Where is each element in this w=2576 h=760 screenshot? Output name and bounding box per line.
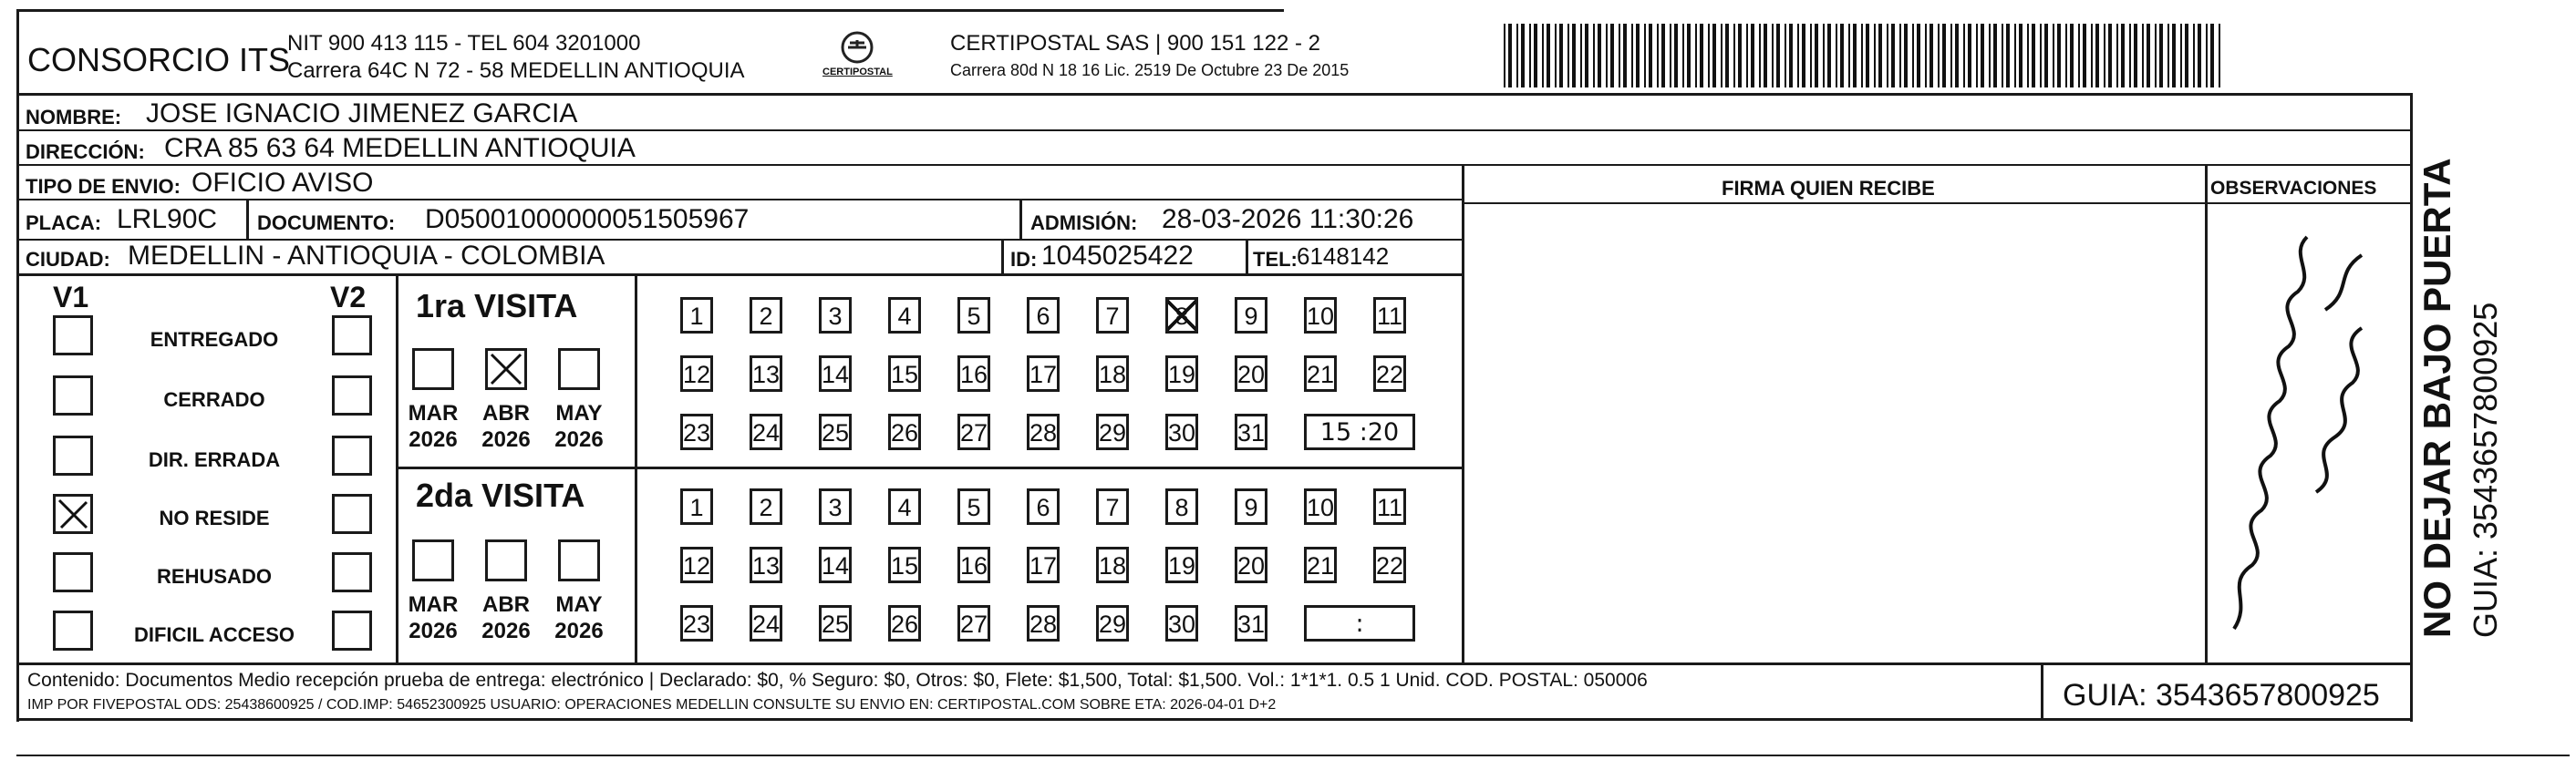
month-year: 2026 <box>554 426 604 452</box>
v2-checkbox-0[interactable] <box>332 315 372 355</box>
barcode <box>1500 24 2229 87</box>
nombre-label: NOMBRE: <box>26 106 122 128</box>
visit-2-month-label-1 <box>474 592 538 645</box>
visit-2-month-label-2 <box>547 592 611 645</box>
visit-2-title: 2da VISITA <box>416 477 585 514</box>
v1-checkbox-1[interactable] <box>53 375 93 416</box>
placa-value: LRL90C <box>117 204 218 234</box>
month-year: 2026 <box>481 426 531 452</box>
company-address: Carrera 64C N 72 - 58 MEDELLIN ANTIOQUIA <box>287 58 745 83</box>
v1-checkbox-0[interactable] <box>53 315 93 355</box>
month-year: 2026 <box>409 618 458 643</box>
visit-1-day-9[interactable]: 9 <box>1235 297 1267 334</box>
company-nit: NIT 900 413 115 - TEL 604 3201000 <box>287 31 641 56</box>
certipostal-logo <box>802 27 912 82</box>
status-label-2: DIR. ERRADA <box>148 448 281 471</box>
status-label-3: NO RESIDE <box>159 507 270 529</box>
month-name: MAR <box>408 401 459 426</box>
visit-1-month-checkbox-2[interactable] <box>558 348 600 390</box>
visit-1-day-26[interactable]: 26 <box>888 414 921 450</box>
visit-1-month-label-2 <box>547 401 611 454</box>
visit-2-month-label-0 <box>401 592 465 645</box>
visit-1-day-19[interactable]: 19 <box>1165 355 1198 392</box>
visit-1-day-4[interactable]: 4 <box>888 297 921 334</box>
visit-2-day-8[interactable]: 8 <box>1165 488 1198 525</box>
visit-1-day-27[interactable]: 27 <box>957 414 990 450</box>
visit-2-day-23[interactable]: 23 <box>680 605 713 642</box>
visit-2-day-3[interactable]: 3 <box>819 488 852 525</box>
visit-2-day-28[interactable]: 28 <box>1027 605 1060 642</box>
visit-1-day-29[interactable]: 29 <box>1096 414 1129 450</box>
visit-2-day-2[interactable]: 2 <box>750 488 782 525</box>
visit-1-day-13[interactable]: 13 <box>750 355 782 392</box>
visit-2-day-12[interactable]: 12 <box>680 547 713 583</box>
month-year: 2026 <box>481 618 531 643</box>
month-year: 2026 <box>554 618 604 643</box>
status-label-5: DIFICIL ACCESO <box>133 623 295 646</box>
check-x-icon <box>56 497 90 531</box>
visit-2-day-9[interactable]: 9 <box>1235 488 1267 525</box>
visit-1-month-label-1 <box>474 401 538 454</box>
visit-2-day-13[interactable]: 13 <box>750 547 782 583</box>
visit-1-day-30[interactable]: 30 <box>1165 414 1198 450</box>
v2-checkbox-1[interactable] <box>332 375 372 416</box>
visit-2-day-15[interactable]: 15 <box>888 547 921 583</box>
footer-contenido: Contenido: Documentos Medio recepción prueba de entrega: electrónico | Declarado: $0, % Seguro: $0, Otros: $0, Flete: $1,500, Total: $1,500. Vol.: 1*1*1. 0.5 1 Unid. COD. POSTAL: 050006 <box>27 670 1648 691</box>
carrier-name: CERTIPOSTAL SAS | 900 151 122 - 2 <box>950 31 1320 56</box>
month-name: ABR <box>482 592 530 617</box>
visit-2-day-14[interactable]: 14 <box>819 547 852 583</box>
visit-2-day-19[interactable]: 19 <box>1165 547 1198 583</box>
visit-1-title: 1ra VISITA <box>416 287 578 324</box>
visit-2-day-26[interactable]: 26 <box>888 605 921 642</box>
visit-1-day-3[interactable]: 3 <box>819 297 852 334</box>
footer-guia: GUIA: 3543657800925 <box>2063 678 2380 713</box>
tipo-envio-label: TIPO DE ENVIO: <box>26 175 181 198</box>
visit-2-day-30[interactable]: 30 <box>1165 605 1198 642</box>
carrier-license: Carrera 80d N 18 16 Lic. 2519 De Octubre 23 De 2015 <box>950 61 1350 79</box>
visit-1-day-28[interactable]: 28 <box>1027 414 1060 450</box>
v2-checkbox-5[interactable] <box>332 611 372 651</box>
visit-2-day-10[interactable]: 10 <box>1304 488 1337 525</box>
v1-label: V1 <box>53 281 89 313</box>
visit-2-day-4[interactable]: 4 <box>888 488 921 525</box>
side-guia: GUIA: 3543657800925 <box>2467 302 2504 638</box>
visit-2-day-31[interactable]: 31 <box>1235 605 1267 642</box>
v2-checkbox-2[interactable] <box>332 436 372 476</box>
visit-1-month-label-0 <box>401 401 465 454</box>
visit-1-day-16[interactable]: 16 <box>957 355 990 392</box>
visit-2-day-27[interactable]: 27 <box>957 605 990 642</box>
month-year: 2026 <box>409 426 458 452</box>
v1-checkbox-2[interactable] <box>53 436 93 476</box>
handwritten-signature <box>2216 219 2389 647</box>
visit-1-day-24[interactable]: 24 <box>750 414 782 450</box>
firma-label: FIRMA QUIEN RECIBE <box>1722 177 1935 200</box>
month-name: MAR <box>408 592 459 617</box>
v1-checkbox-5[interactable] <box>53 611 93 651</box>
logo-text: CERTIPOSTAL <box>822 67 893 77</box>
status-label-1: CERRADO <box>163 388 265 411</box>
visit-1-day-18[interactable]: 18 <box>1096 355 1129 392</box>
v1-checkbox-3[interactable] <box>53 494 93 534</box>
visit-1-day-1[interactable]: 1 <box>680 297 713 334</box>
visit-2-month-checkbox-2[interactable] <box>558 539 600 581</box>
visit-1-day-21[interactable]: 21 <box>1304 355 1337 392</box>
ciudad-label: CIUDAD: <box>26 248 110 271</box>
visit-2-day-5[interactable]: 5 <box>957 488 990 525</box>
visit-2-day-18[interactable]: 18 <box>1096 547 1129 583</box>
visit-1-day-11[interactable]: 11 <box>1373 297 1406 334</box>
documento-label: DOCUMENTO: <box>257 211 396 234</box>
visit-1-day-2[interactable]: 2 <box>750 297 782 334</box>
documento-value: D05001000000051505967 <box>425 204 750 234</box>
visit-2-day-11[interactable]: 11 <box>1373 488 1406 525</box>
visit-1-day-20[interactable]: 20 <box>1235 355 1267 392</box>
status-label-0: ENTREGADO <box>150 328 279 351</box>
visit-2-day-17[interactable]: 17 <box>1027 547 1060 583</box>
visit-2-day-7[interactable]: 7 <box>1096 488 1129 525</box>
visit-1-day-7[interactable]: 7 <box>1096 297 1129 334</box>
id-label: ID: <box>1010 248 1038 271</box>
v2-label: V2 <box>330 281 367 313</box>
placa-label: PLACA: <box>26 211 102 234</box>
v1-checkbox-4[interactable] <box>53 552 93 592</box>
nombre-value: JOSE IGNACIO JIMENEZ GARCIA <box>146 98 578 128</box>
side-no-dejar: NO DEJAR BAJO PUERTA <box>2416 158 2458 638</box>
v2-checkbox-4[interactable] <box>332 552 372 592</box>
visit-2-month-checkbox-0[interactable] <box>412 539 454 581</box>
visit-1-day-6[interactable]: 6 <box>1027 297 1060 334</box>
admision-value: 28-03-2026 11:30:26 <box>1162 204 1414 234</box>
visit-1-day-31[interactable]: 31 <box>1235 414 1267 450</box>
ciudad-value: MEDELLIN - ANTIOQUIA - COLOMBIA <box>128 241 605 271</box>
visit-1-day-15[interactable]: 15 <box>888 355 921 392</box>
visit-1-day-17[interactable]: 17 <box>1027 355 1060 392</box>
observaciones-label: OBSERVACIONES <box>2210 178 2377 199</box>
visit-2-day-21[interactable]: 21 <box>1304 547 1337 583</box>
visit-2-day-16[interactable]: 16 <box>957 547 990 583</box>
v2-checkbox-3[interactable] <box>332 494 372 534</box>
visit-1-day-23[interactable]: 23 <box>680 414 713 450</box>
direccion-label: DIRECCIÓN: <box>26 140 145 163</box>
visit-2-day-22[interactable]: 22 <box>1373 547 1406 583</box>
admision-label: ADMISIÓN: <box>1030 211 1138 234</box>
visit-1-day-12[interactable]: 12 <box>680 355 713 392</box>
visit-2-month-checkbox-1[interactable] <box>485 539 527 581</box>
status-label-4: REHUSADO <box>157 565 272 588</box>
visit-1-day-14[interactable]: 14 <box>819 355 852 392</box>
month-name: ABR <box>482 401 530 426</box>
visit-1-day-22[interactable]: 22 <box>1373 355 1406 392</box>
month-name: MAY <box>555 401 603 426</box>
visit-2-day-20[interactable]: 20 <box>1235 547 1267 583</box>
tipo-envio-value: OFICIO AVISO <box>191 168 374 198</box>
check-x-icon <box>488 351 524 387</box>
id-value: 1045025422 <box>1041 241 1194 271</box>
visit-2-day-29[interactable]: 29 <box>1096 605 1129 642</box>
tel-value: 6148142 <box>1297 242 1390 270</box>
visit-1-month-checkbox-1[interactable] <box>485 348 527 390</box>
company-name: CONSORCIO ITS <box>27 41 291 78</box>
visit-1-time-field[interactable]: 15 :20 <box>1304 414 1415 450</box>
footer-imp: IMP POR FIVEPOSTAL ODS: 25438600925 / COD.IMP: 54652300925 USUARIO: OPERACIONES MEDELLIN CONSULTE SU ENVIO EN: CERTIPOSTAL.COM SOBRE ETA: 2026-04-01 D+2 <box>27 697 1277 713</box>
visit-1-day-8[interactable]: 8 <box>1165 297 1198 334</box>
visit-1-day-10[interactable]: 10 <box>1304 297 1337 334</box>
direccion-value: CRA 85 63 64 MEDELLIN ANTIOQUIA <box>164 133 636 163</box>
visit-2-day-25[interactable]: 25 <box>819 605 852 642</box>
visit-1-day-25[interactable]: 25 <box>819 414 852 450</box>
tel-label: TEL: <box>1253 248 1298 271</box>
month-name: MAY <box>555 592 603 617</box>
visit-2-day-6[interactable]: 6 <box>1027 488 1060 525</box>
visit-1-day-5[interactable]: 5 <box>957 297 990 334</box>
visit-1-month-checkbox-0[interactable] <box>412 348 454 390</box>
visit-2-day-24[interactable]: 24 <box>750 605 782 642</box>
visit-2-time-field[interactable]: : <box>1304 605 1415 642</box>
visit-2-day-1[interactable]: 1 <box>680 488 713 525</box>
